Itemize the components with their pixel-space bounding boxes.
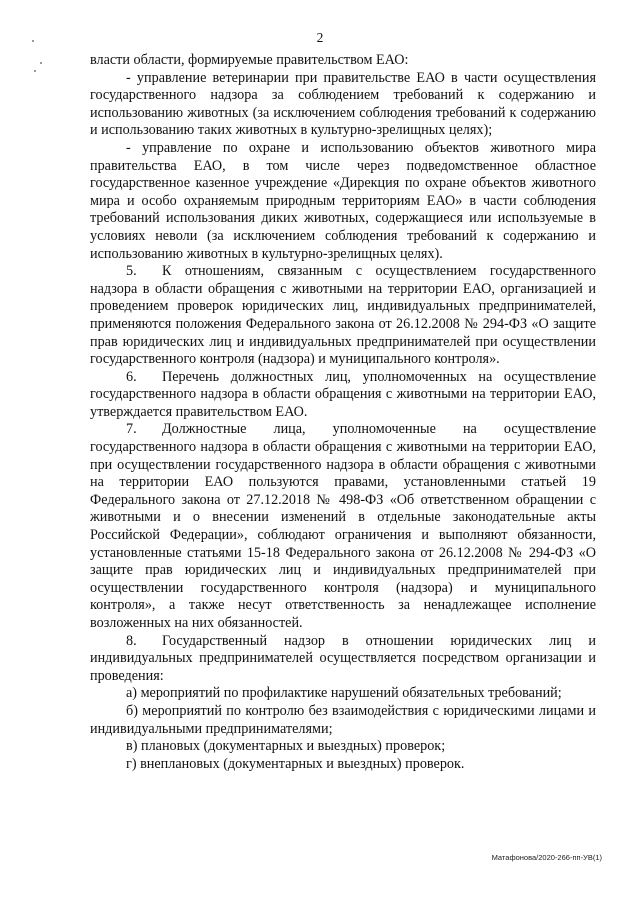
paragraph-text: Должностные лица, уполномоченные на осуществление государственного надзора в области обращения с животными на территории ЕАО, при осуществлении государственного надзора в области обращения с животными на территории ЕАО пользуются правами, установленными статьей 19 Федерального закона от 27.12.2018 № 498-ФЗ «Об ответственном обращении с животными и о внесении изменений в отдельные законодательные акты Российской Федерации», соблюдают ограничения и выполняют обязанности, установленные статьями 15-18 Федерального закона от 26.12.2008 № 294-ФЗ «О защите прав юридических лиц и индивидуальных предпринимателей при осуществлении государственного контроля (надзора) и муниципального контроля», а также несут ответственность за ненадлежащее исполнение возложенных на них обязанностей.	[90, 421, 596, 631]
page-number: 2	[316, 30, 324, 45]
lettered-list-item: б) мероприятий по контролю без взаимодействия с юридическими лицами и индивидуальными предпринимателями;	[90, 702, 596, 737]
paragraph-text: Государственный надзор в отношении юридических лиц и индивидуальных предпринимателей осуществляется посредством организации и проведения:	[90, 632, 596, 684]
lettered-list-item: в) плановых (документарных и выездных) проверок;	[126, 738, 446, 755]
paragraph-number: 5.	[126, 263, 137, 280]
document-id: Матафонова/2020-266-пп-УВ(1)	[491, 853, 602, 862]
paragraph-number: 8.	[126, 632, 137, 649]
dash-list-item: - управление по охране и использованию объектов животного мира правительства ЕАО, в том числе через подведомственное областное государственное казенное учреждение «Дирекция по охране объектов животного мира и особо охраняемым природным территориям ЕАО» в части соблюдения требований использования диких животных, содержащиеся или используемые в условиях неволи (за исключением соблюдения требований к содержанию и использованию животных в культурно-зрелищных целях).	[90, 139, 596, 262]
document-body	[90, 52, 596, 773]
lettered-list-item: а) мероприятий по профилактике нарушений обязательных требований;	[126, 685, 562, 702]
numbered-paragraph	[90, 421, 596, 632]
numbered-paragraph	[90, 263, 596, 369]
numbered-paragraph	[90, 633, 596, 686]
lettered-list-item: г) внеплановых (документарных и выездных) проверок.	[126, 755, 465, 772]
scan-speck	[40, 62, 42, 64]
numbered-paragraph	[90, 369, 596, 422]
paragraph-number: 6.	[126, 368, 137, 385]
paragraph-number: 7.	[126, 421, 137, 438]
paragraph-text: К отношениям, связанным с осуществлением государственного надзора в области обращения с животными на территории ЕАО, организацией и проведением проверок юридических лиц, индивидуальных предпринимателей, применяются положения Федерального закона от 26.12.2008 № 294-ФЗ «О защите прав юридических лиц и индивидуальных предпринимателей при осуществлении государственного контроля (надзора) и муниципального контроля».	[90, 263, 596, 368]
scan-speck	[34, 70, 36, 72]
paragraph-text: Перечень должностных лиц, уполномоченных на осуществление государственного надзора в области обращения с животными на территории ЕАО, утверждается правительством ЕАО.	[90, 368, 596, 420]
continuation-paragraph: власти области, формируемые правительством ЕАО:	[90, 52, 409, 68]
scan-speck	[32, 40, 34, 42]
dash-list-item: - управление ветеринарии при правительстве ЕАО в части осуществления государственного надзора за соблюдением требований к содержанию и использованию животных (за исключением соблюдения требований к содержанию и использованию таких животных в культурно-зрелищных целях);	[90, 69, 596, 139]
